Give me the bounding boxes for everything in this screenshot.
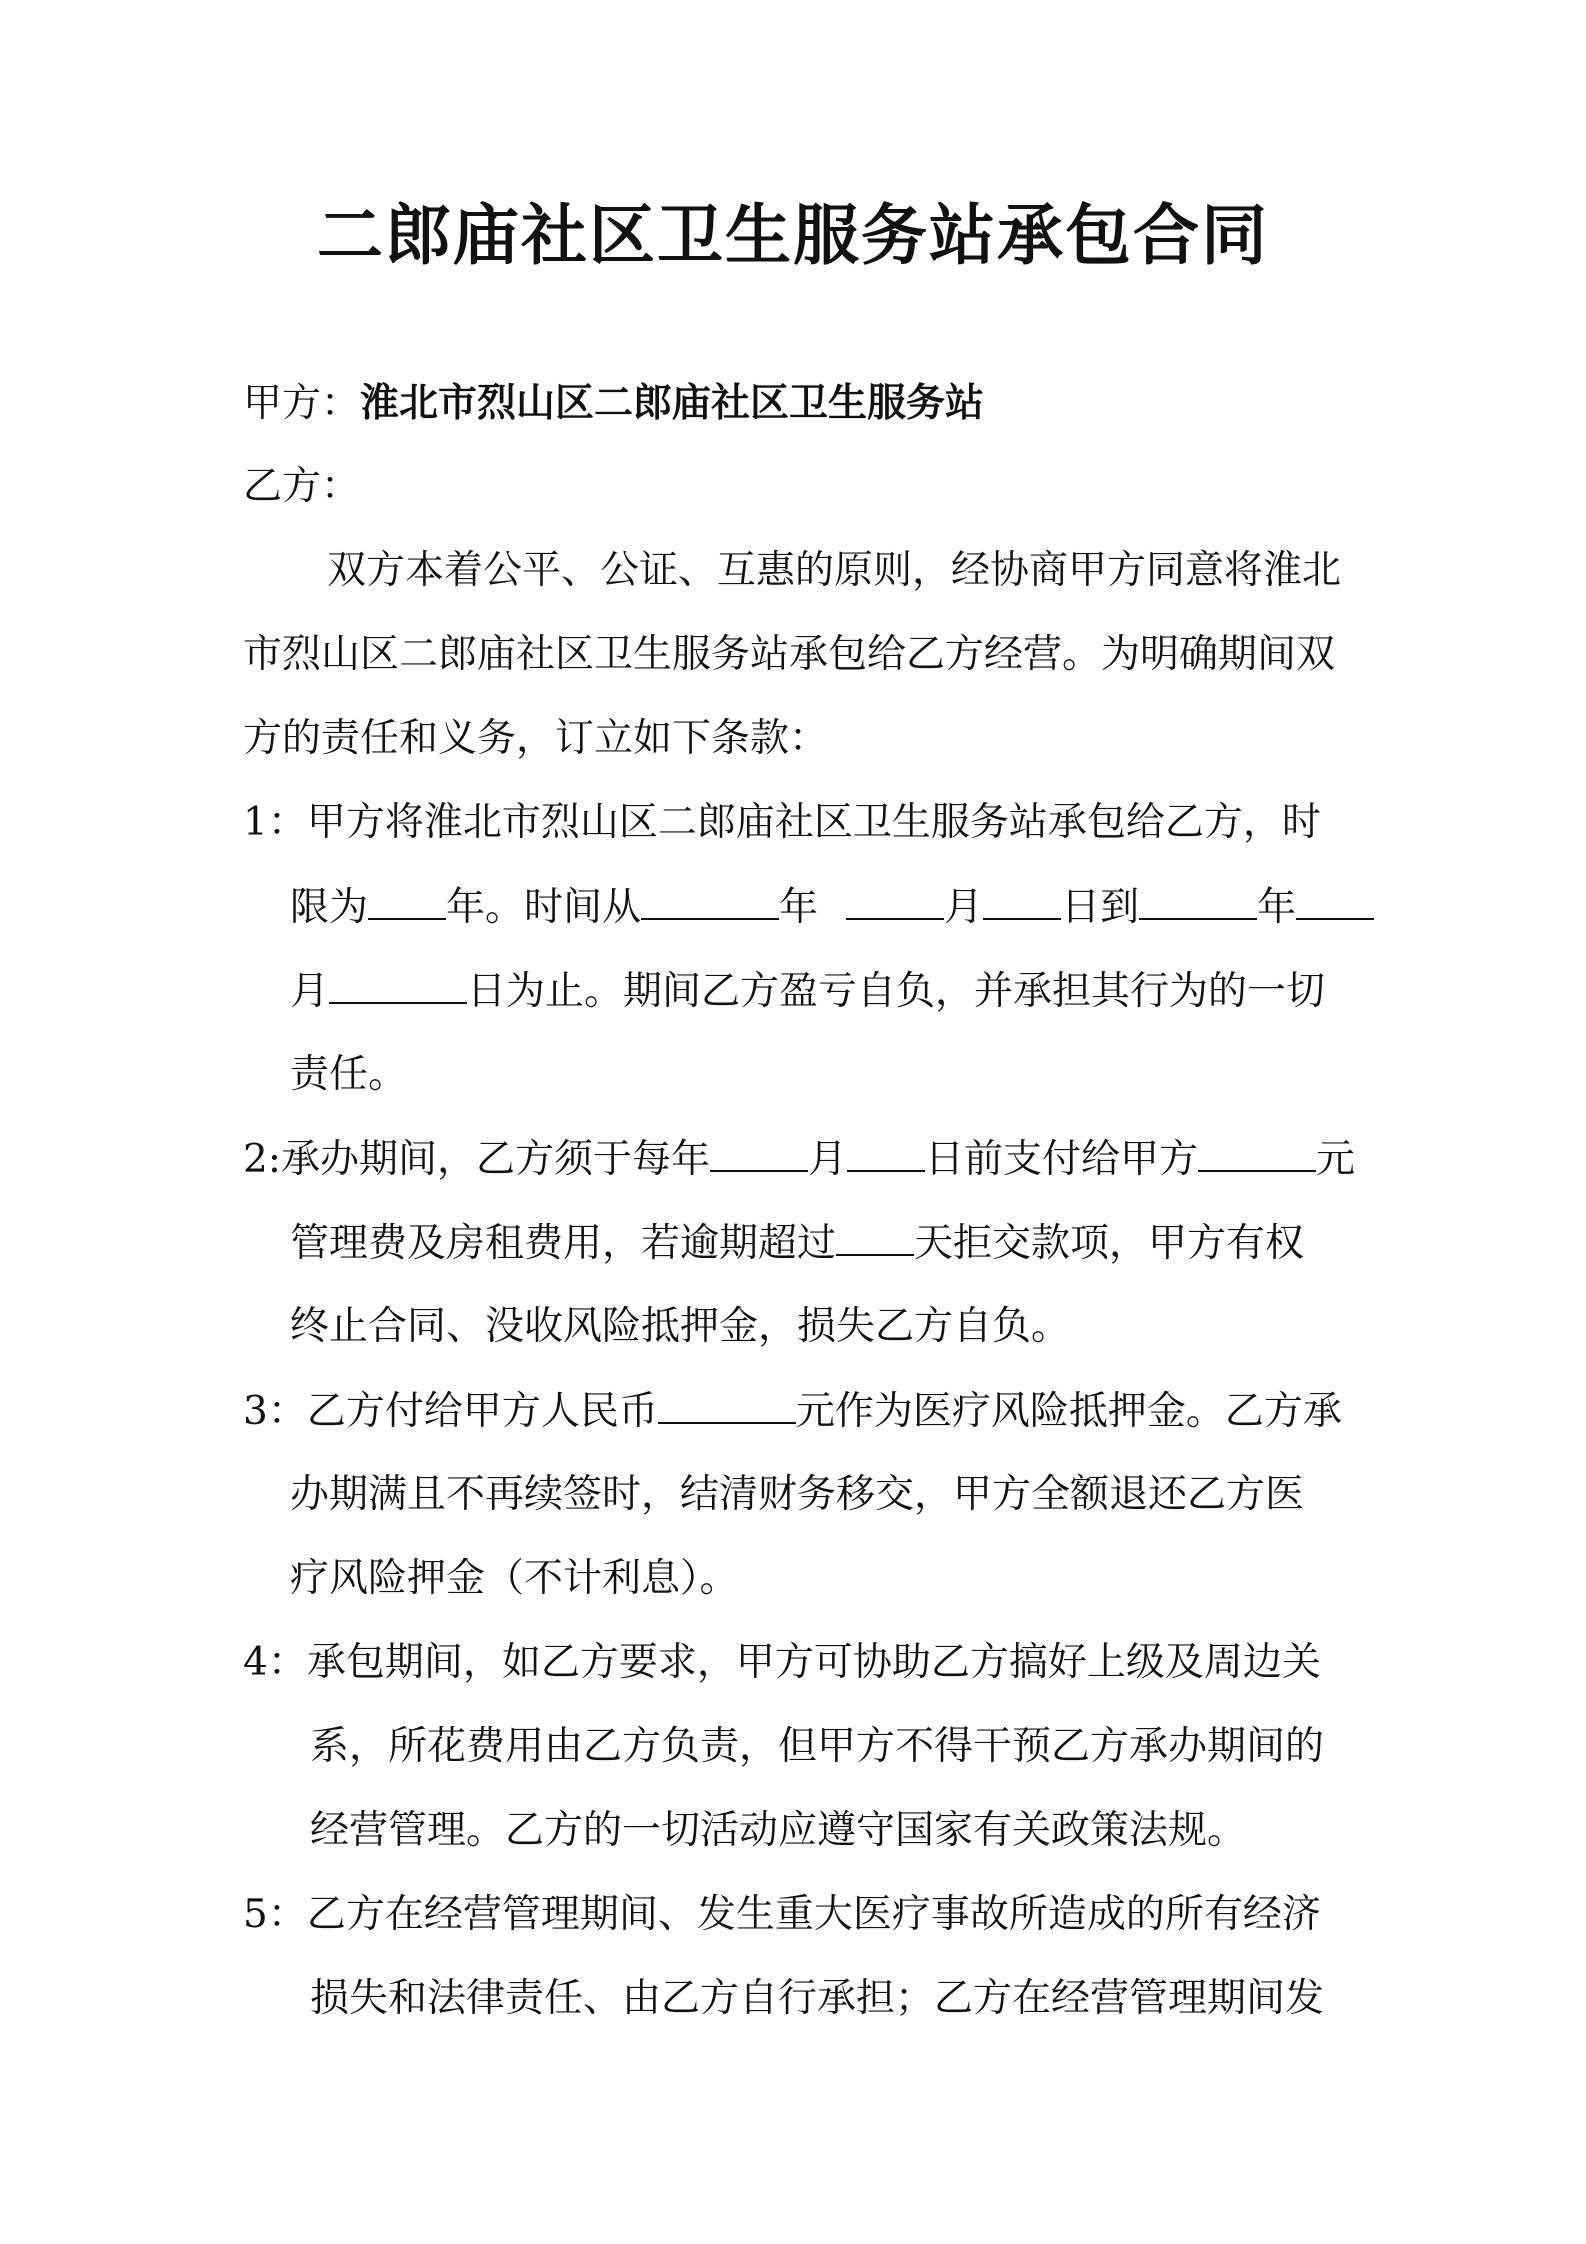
clause-4-text-1: 承包期间，如乙方要求，甲方可协助乙方搞好上级及周边关 [306,1640,1321,1685]
preamble-line-2: 市烈山区二郎庙社区卫生服务站承包给乙方经营。为明确期间双 [243,632,1336,677]
start-year-blank[interactable] [641,882,779,920]
clause-3-text-b: 元作为医疗风险抵押金。乙方承 [795,1389,1342,1434]
end-month-blank[interactable] [1296,882,1374,920]
clause-4-line-3: 经营管理。乙方的一切活动应遵守国家有关政策法规。 [310,1808,1247,1853]
clause-4-line-1 [243,1638,1321,1688]
clause-2-line-1 [243,1134,1355,1185]
payment-yuan-label: 元 [1316,1137,1356,1182]
clause-3-line-2: 办期满且不再续签时，结清财务移交，甲方全额退还乙方医 [290,1472,1305,1517]
clause-1-line-2 [290,882,1374,933]
payment-amount-blank[interactable] [1198,1134,1316,1172]
clause-3-text-a: 乙方付给甲方人民币 [306,1389,658,1434]
clause-2-text-c: 管理费及房租费用，若逾期超过 [290,1221,837,1266]
clause-2-text-a: 承办期间，乙方须于每年 [280,1137,710,1182]
preamble-line-1: 双方本着公平、公证、互惠的原则，经协商甲方同意将淮北 [327,548,1342,593]
clause-1-text-3: 日为止。期间乙方盈亏自负，并承担其行为的一切 [467,969,1326,1014]
clause-1-number: 1： [243,800,307,845]
clause-4-number: 4： [243,1640,307,1685]
start-month-label: 月 [944,885,984,930]
end-year-label: 年 [1257,885,1297,930]
clause-5-text-1: 乙方在经营管理期间、发生重大医疗事故所造成的所有经济 [306,1892,1321,1937]
clause-5-line-1 [243,1890,1321,1940]
clause-2-text-d: 天拒交款项，甲方有权 [914,1221,1305,1266]
start-day-label: 日到 [1061,885,1140,930]
start-day-blank[interactable] [983,882,1061,920]
payment-day-blank[interactable] [847,1134,925,1172]
clause-4-line-2: 系，所花费用由乙方负责，但甲方不得干预乙方承办期间的 [310,1724,1325,1769]
party-a-label: 甲方： [243,381,361,426]
clause-3-line-1 [243,1386,1342,1437]
document-title: 二郎庙社区卫生服务站承包合同 [317,196,1269,274]
end-year-blank[interactable] [1139,882,1257,920]
clause-5-line-2: 损失和法律责任、由乙方自行承担；乙方在经营管理期间发 [310,1976,1325,2021]
term-years-blank[interactable] [368,882,446,920]
party-b-line [243,462,360,512]
deposit-amount-blank[interactable] [658,1386,796,1424]
clause-2-line-3: 终止合同、没收风险抵押金，损失乙方自负。 [290,1304,1071,1349]
clause-2-text-b: 日前支付给甲方 [924,1137,1198,1182]
clause-1-line-1 [243,798,1321,848]
clause-1-line-3 [290,966,1325,1017]
end-month-label: 月 [290,969,330,1014]
clause-1-term-label: 限为 [290,885,369,930]
clause-2-number: 2: [243,1137,281,1182]
party-a-line [243,378,984,429]
payment-month-blank[interactable] [710,1134,808,1172]
clause-5-number: 5： [243,1892,307,1937]
start-month-blank[interactable] [846,882,944,920]
party-b-label: 乙方： [243,464,361,509]
clause-1-line-4: 责任。 [290,1052,408,1097]
payment-month-label: 月 [807,1137,847,1182]
clause-1-text: 甲方将淮北市烈山区二郎庙社区卫生服务站承包给乙方，时 [306,800,1321,845]
party-a-name: 淮北市烈山区二郎庙社区卫生服务站 [360,380,985,426]
start-year-label: 年 [779,885,819,930]
clause-3-number: 3： [243,1389,307,1434]
preamble-line-3: 方的责任和义务，订立如下条款： [243,716,829,761]
overdue-days-blank[interactable] [836,1218,914,1256]
clause-3-line-3: 疗风险押金（不计利息）。 [290,1556,739,1601]
clause-2-line-2 [290,1218,1304,1269]
end-day-blank[interactable] [329,966,467,1004]
clause-1-from-label: 年。时间从 [446,885,642,930]
